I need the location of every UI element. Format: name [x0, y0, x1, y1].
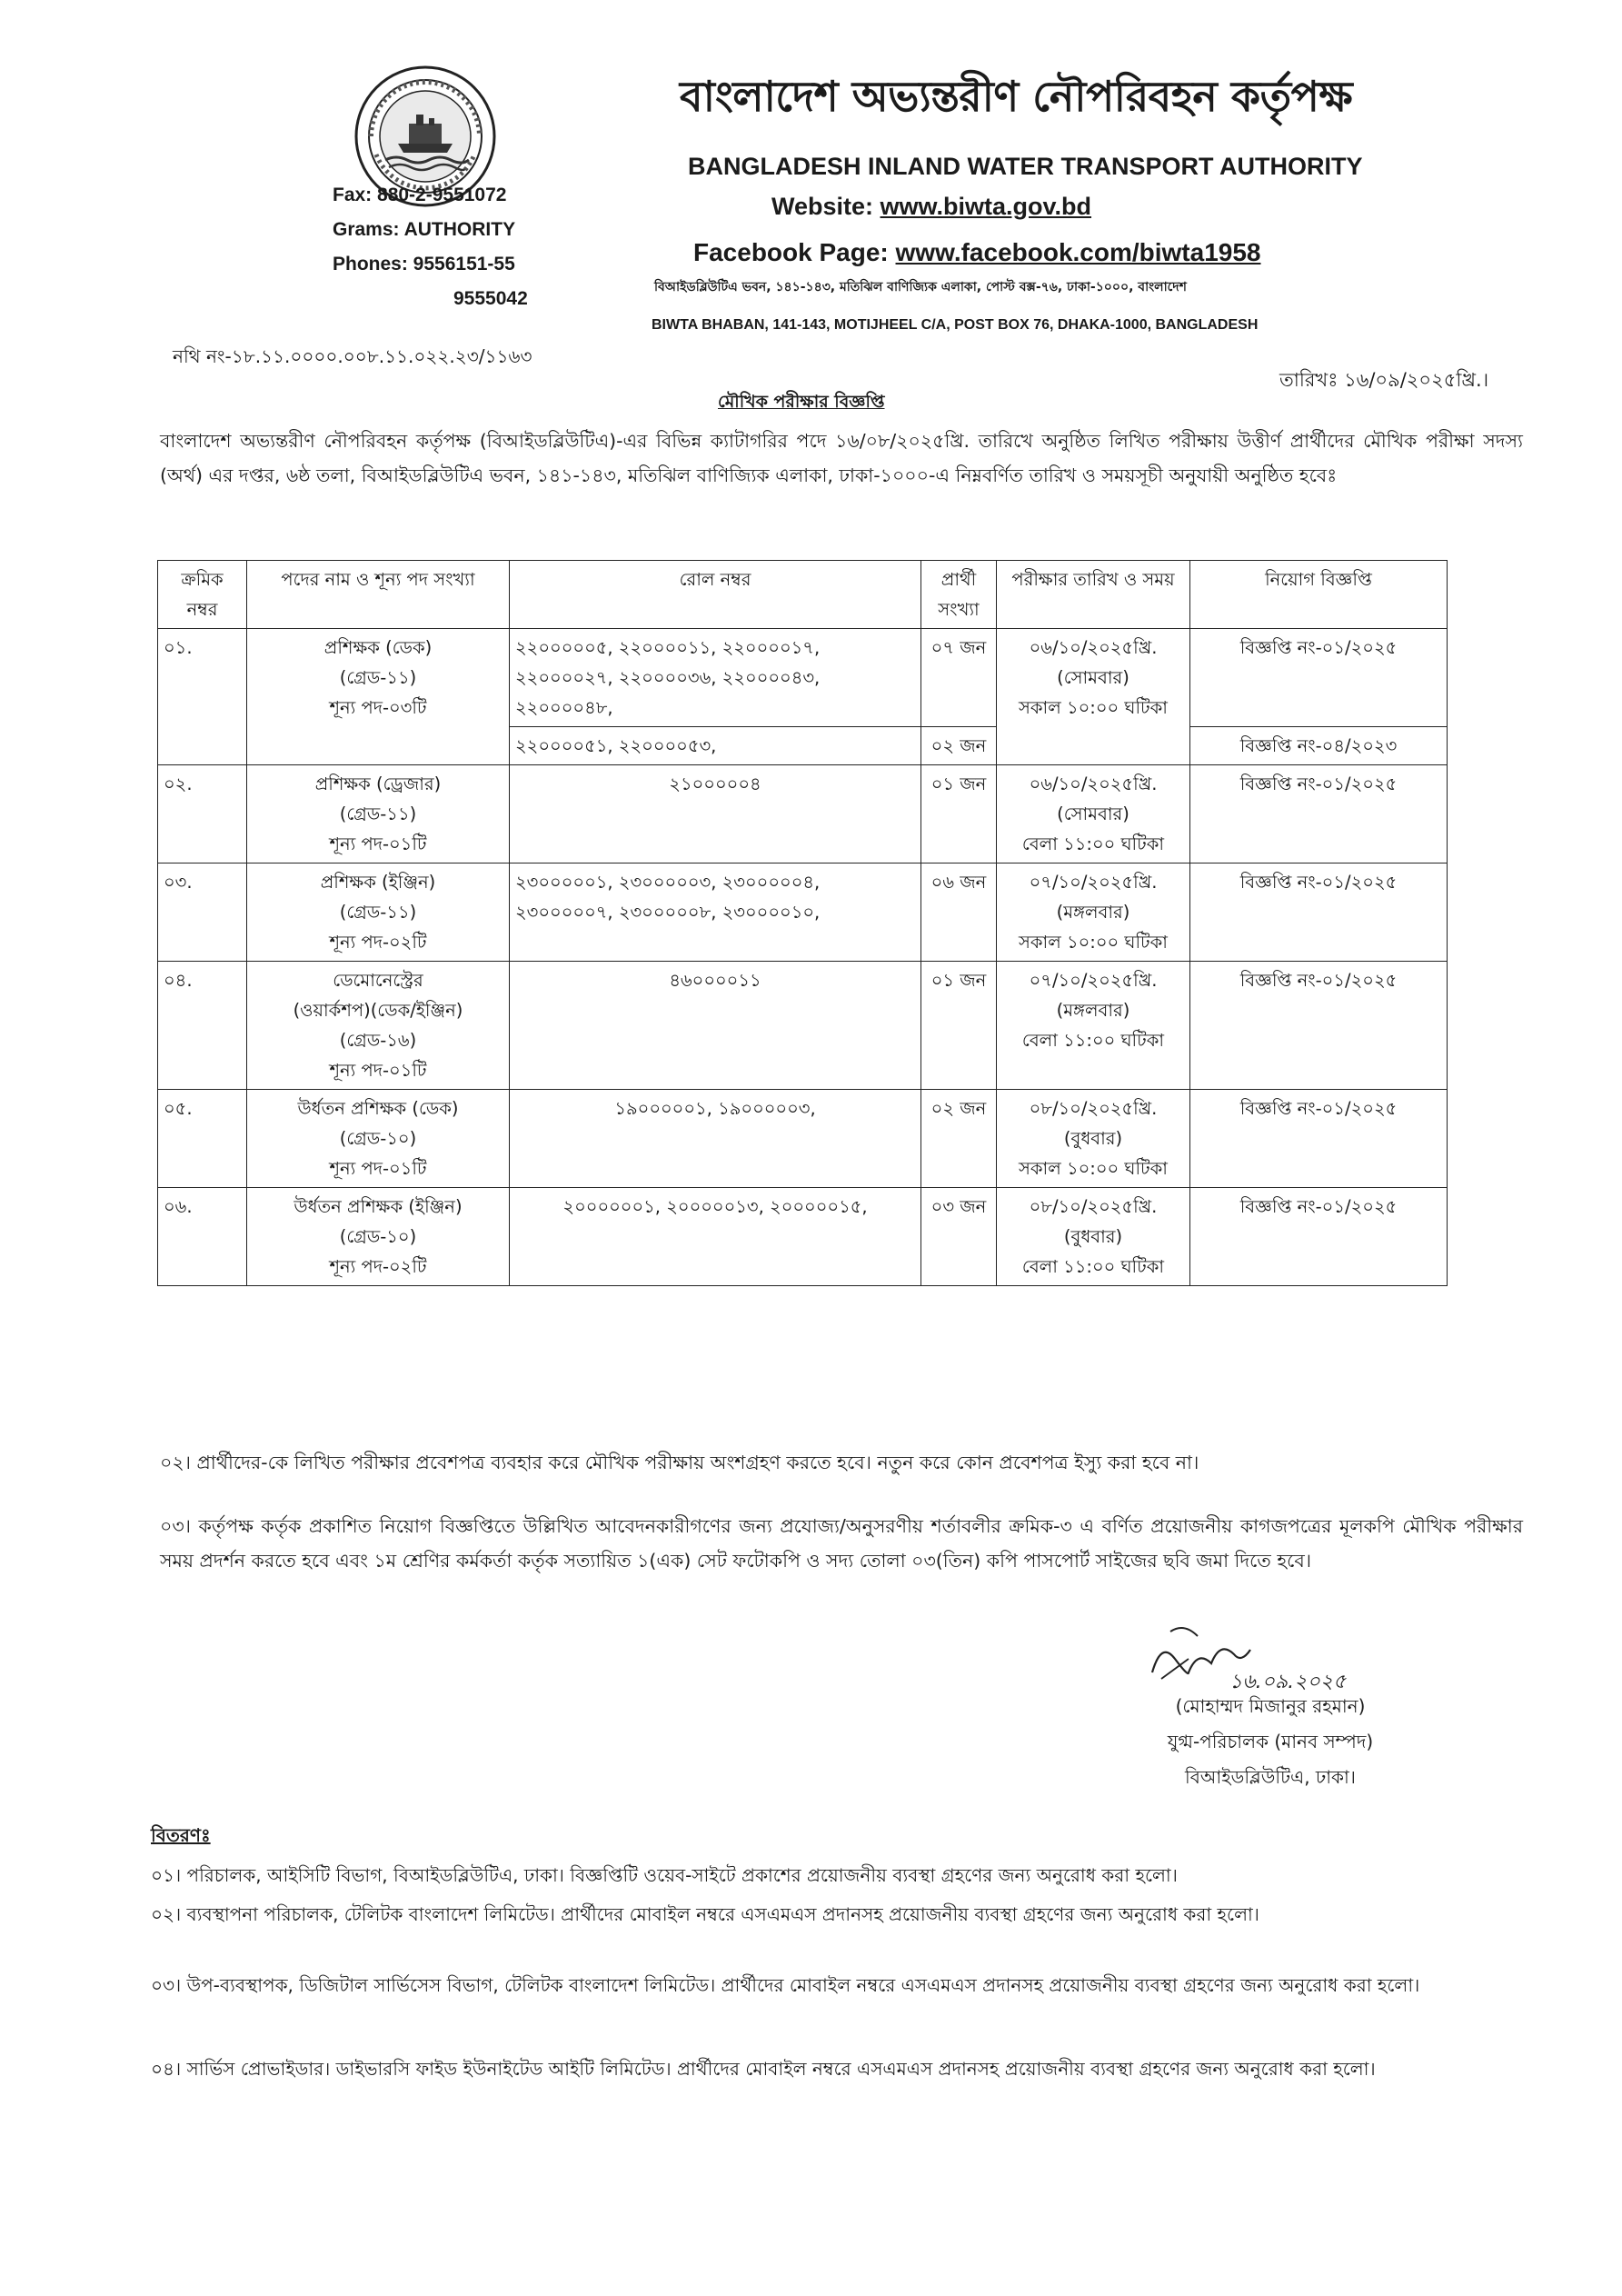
- fax: Fax: 880-2-9551072: [333, 185, 507, 205]
- cell-circular: বিজ্ঞপ্তি নং-০১/২০২৫: [1190, 863, 1448, 962]
- cell-serial: ০৬.: [158, 1188, 247, 1286]
- phones: Phones: 9556151-55: [333, 254, 515, 275]
- cell-roll: ২২০০০০৫১, ২২০০০০৫৩,: [510, 727, 921, 765]
- distribution-item: ০৪। সার্ভিস প্রোভাইডার। ডাইভারসি ফাইড ইউনাইটেড আইটি লিমিটেড। প্রার্থীদের মোবাইল নম্বরে এসএমএস প্রদানসহ প্রয়োজনীয় ব্যবস্থা গ্রহণের জন্য অনুরোধ করা হলো।: [151, 2058, 1376, 2080]
- header-roll: রোল নম্বর: [510, 561, 921, 629]
- cell-count: ০২ জন: [921, 727, 997, 765]
- exam-date: ০৭/১০/২০২৫খ্রি.: [1029, 970, 1158, 991]
- cell-count: ০১ জন: [921, 962, 997, 1090]
- post-vacancy: শূন্য পদ-০২টি: [329, 932, 427, 953]
- exam-day: (বুধবার): [1063, 1128, 1123, 1149]
- post-vacancy: শূন্য পদ-০১টি: [329, 1060, 427, 1081]
- post-name: প্রশিক্ষক (ইঞ্জিন): [320, 872, 436, 893]
- exam-day: (মঙ্গলবার): [1056, 1000, 1130, 1021]
- table-row: [158, 1188, 1448, 1286]
- cell-serial: ০১.: [158, 629, 247, 765]
- table-row: [158, 629, 1448, 727]
- reference-number: নথি নং-১৮.১১.০০০০.০০৮.১১.০২২.২৩/১১৬৩: [173, 345, 532, 367]
- notice-date: তারিখঃ ১৬/০৯/২০২৫খ্রি.।: [1279, 369, 1489, 391]
- post-vacancy: শূন্য পদ-০১টি: [329, 834, 427, 854]
- cell-datetime: [997, 863, 1190, 962]
- contact-info: [333, 178, 528, 316]
- post-name: উর্ধতন প্রশিক্ষক (ইঞ্জিন): [294, 1196, 463, 1217]
- table-row: [158, 765, 1448, 863]
- exam-day: (সোমবার): [1057, 804, 1129, 824]
- distribution-title: বিতরণঃ: [151, 1824, 211, 1846]
- cell-post: [247, 962, 510, 1090]
- cell-post: [247, 629, 510, 765]
- cell-count: ০১ জন: [921, 765, 997, 863]
- header-datetime: পরীক্ষার তারিখ ও সময়: [997, 561, 1190, 629]
- cell-count: ০৭ জন: [921, 629, 997, 727]
- exam-day: (সোমবার): [1057, 667, 1129, 688]
- post-grade: (গ্রেড-১১): [339, 804, 417, 824]
- intro-paragraph: বাংলাদেশ অভ্যন্তরীণ নৌপরিবহন কর্তৃপক্ষ (বিআইডব্লিউটিএ)-এর বিভিন্ন ক্যাটাগরির পদে ১৬/০৮/২০২৫খ্রি. তারিখে অনুষ্ঠিত লিখিত পরীক্ষায় উত্তীর্ণ প্রার্থীদের মৌখিক পরীক্ষা সদস্য (অর্থ) এর দপ্তর, ৬ষ্ঠ তলা, বিআইডব্লিউটিএ ভবন, ১৪১-১৪৩, মতিঝিল বাণিজ্যিক এলাকা, ঢাকা-১০০০-এ নিম্নবর্ণিত তারিখ ও সময়সূচী অনুযায়ী অনুষ্ঠিত হবেঃ: [160, 430, 1523, 486]
- exam-date: ০৬/১০/২০২৫খ্রি.: [1029, 774, 1158, 794]
- post-grade: (গ্রেড-১১): [339, 902, 417, 923]
- exam-day: (বুধবার): [1063, 1226, 1123, 1247]
- exam-time: বেলা ১১:০০ ঘটিকা: [1021, 1030, 1165, 1051]
- post-name: উর্ধতন প্রশিক্ষক (ডেক): [297, 1098, 459, 1119]
- cell-post: [247, 1090, 510, 1188]
- note-2: ০২। প্রার্থীদের-কে লিখিত পরীক্ষার প্রবেশপত্র ব্যবহার করে মৌখিক পরীক্ষায় অংশগ্রহণ করতে হবে। নতুন করে কোন প্রবেশপত্র ইস্যু করা হবে না।: [160, 1452, 1199, 1473]
- grams: Grams: AUTHORITY: [333, 219, 516, 240]
- post-grade: (গ্রেড-১০): [339, 1128, 417, 1149]
- cell-circular: বিজ্ঞপ্তি নং-০১/২০২৫: [1190, 1090, 1448, 1188]
- cell-serial: ০৫.: [158, 1090, 247, 1188]
- exam-date: ০৭/১০/২০২৫খ্রি.: [1029, 872, 1158, 893]
- cell-serial: ০৪.: [158, 962, 247, 1090]
- cell-datetime: [997, 765, 1190, 863]
- website-link[interactable]: www.biwta.gov.bd: [880, 193, 1092, 220]
- header-circular: নিয়োগ বিজ্ঞপ্তি: [1190, 561, 1448, 629]
- cell-circular: বিজ্ঞপ্তি নং-০১/২০২৫: [1190, 765, 1448, 863]
- table-row: [158, 1090, 1448, 1188]
- cell-circular: বিজ্ঞপ্তি নং-০১/২০২৫: [1190, 629, 1448, 727]
- post-vacancy: শূন্য পদ-০১টি: [329, 1158, 427, 1179]
- address-en: BIWTA BHABAN, 141-143, MOTIJHEEL C/A, POST BOX 76, DHAKA-1000, BANGLADESH: [652, 317, 1259, 333]
- exam-time: সকাল ১০:০০ ঘটিকা: [1019, 1158, 1168, 1179]
- distribution-item: ০৩। উপ-ব্যবস্থাপক, ডিজিটাল সার্ভিসেস বিভাগ, টেলিটক বাংলাদেশ লিমিটেড। প্রার্থীদের মোবাইল নম্বরে এসএমএস প্রদানসহ প্রয়োজনীয় ব্যবস্থা গ্রহণের জন্য অনুরোধ করা হলো।: [151, 1974, 1420, 1996]
- cell-circular: বিজ্ঞপ্তি নং-০৪/২০২৩: [1190, 727, 1448, 765]
- cell-datetime: [997, 1090, 1190, 1188]
- website-label: Website:: [771, 193, 881, 220]
- cell-roll: ১৯০০০০০১, ১৯০০০০০৩,: [510, 1090, 921, 1188]
- exam-day: (মঙ্গলবার): [1056, 902, 1130, 923]
- distribution-item: ০১। পরিচালক, আইসিটি বিভাগ, বিআইডব্লিউটিএ, ঢাকা। বিজ্ঞপ্তিটি ওয়েব-সাইটে প্রকাশের প্রয়োজনীয় ব্যবস্থা গ্রহণের জন্য অনুরোধ করা হলো।: [151, 1864, 1178, 1886]
- org-name-bn: বাংলাদেশ অভ্যন্তরীণ নৌপরিবহন কর্তৃপক্ষ: [680, 72, 1353, 121]
- cell-post: [247, 1188, 510, 1286]
- note-3: ০৩। কর্তৃপক্ষ কর্তৃক প্রকাশিত নিয়োগ বিজ্ঞপ্তিতে উল্লিখিত আবেদনকারীগণের জন্য প্রযোজ্য/অনুসরণীয় শর্তাবলীর ক্রমিক-৩ এ বর্ণিত প্রয়োজনীয় কাগজপত্রের মূলকপি মৌখিক পরীক্ষার সময় প্রদর্শন করতে হবে এবং ১ম শ্রেণির কর্মকর্তা কর্তৃক সত্যায়িত ১(এক) সেট ফটোকপি ও সদ্য তোলা ০৩(তিন) কপি পাসপোর্ট সাইজের ছবি জমা দিতে হবে।: [160, 1515, 1523, 1572]
- cell-datetime: [997, 962, 1190, 1090]
- address-bn: বিআইডব্লিউটিএ ভবন, ১৪১-১৪৩, মতিঝিল বাণিজ্যিক এলাকা, পোস্ট বক্স-৭৬, ঢাকা-১০০০, বাংলাদেশ: [654, 280, 1187, 294]
- table-header-row: [158, 561, 1448, 629]
- cell-roll: ২৩০০০০০১, ২৩০০০০০৩, ২৩০০০০০৪, ২৩০০০০০৭, ২৩০০০০০৮, ২৩০০০০১০,: [510, 863, 921, 962]
- cell-datetime: [997, 629, 1190, 765]
- header-candidates: প্রার্থী সংখ্যা: [921, 561, 997, 629]
- cell-roll: ২১০০০০০৪: [510, 765, 921, 863]
- signatory-designation: যুগ্ম-পরিচালক (মানব সম্পদ): [1167, 1731, 1374, 1752]
- exam-time: সকাল ১০:০০ ঘটিকা: [1019, 697, 1168, 718]
- schedule-table: [157, 560, 1448, 1286]
- facebook-line: [693, 238, 1261, 267]
- header-serial: ক্রমিক নম্বর: [158, 561, 247, 629]
- table-row: [158, 962, 1448, 1090]
- post-name: প্রশিক্ষক (ড্রেজার): [314, 774, 442, 794]
- cell-serial: ০৩.: [158, 863, 247, 962]
- exam-time: বেলা ১১:০০ ঘটিকা: [1021, 834, 1165, 854]
- cell-datetime: [997, 1188, 1190, 1286]
- cell-roll: ২০০০০০০১, ২০০০০০১৩, ২০০০০০১৫,: [510, 1188, 921, 1286]
- cell-count: ০৩ জন: [921, 1188, 997, 1286]
- exam-time: বেলা ১১:০০ ঘটিকা: [1021, 1256, 1165, 1277]
- signatory-name: (মোহাম্মদ মিজানুর রহমান): [1175, 1695, 1366, 1717]
- cell-count: ০২ জন: [921, 1090, 997, 1188]
- phones-extra: 9555042: [453, 288, 528, 309]
- cell-roll: ৪৬০০০০১১: [510, 962, 921, 1090]
- table-row: [158, 863, 1448, 962]
- distribution-item: ০২। ব্যবস্থাপনা পরিচালক, টেলিটক বাংলাদেশ লিমিটেড। প্রার্থীদের মোবাইল নম্বরে এসএমএস প্রদানসহ প্রয়োজনীয় ব্যবস্থা গ্রহণের জন্য অনুরোধ করা হলো।: [151, 1903, 1259, 1925]
- post-vacancy: শূন্য পদ-০৩টি: [329, 697, 427, 718]
- post-grade: (গ্রেড-১১): [339, 667, 417, 688]
- header-post: পদের নাম ও শূন্য পদ সংখ্যা: [247, 561, 510, 629]
- post-name-2: (ওয়ার্কশপ)(ডেক/ইঞ্জিন): [293, 1000, 463, 1021]
- exam-date: ০৬/১০/২০২৫খ্রি.: [1029, 637, 1158, 658]
- post-grade: (গ্রেড-১৬): [339, 1030, 417, 1051]
- signature-date: ১৬.০৯.২০২৫: [1229, 1671, 1347, 1693]
- cell-roll: ২২০০০০০৫, ২২০০০০১১, ২২০০০০১৭, ২২০০০০২৭, ২২০০০০৩৬, ২২০০০০৪৩, ২২০০০০৪৮,: [510, 629, 921, 727]
- facebook-label: Facebook Page:: [693, 238, 896, 266]
- exam-date: ০৮/১০/২০২৫খ্রি.: [1029, 1196, 1158, 1217]
- signatory-block: [1107, 1689, 1434, 1795]
- notice-title: মৌখিক পরীক্ষার বিজ্ঞপ্তি: [718, 392, 885, 412]
- exam-time: সকাল ১০:০০ ঘটিকা: [1019, 932, 1168, 953]
- post-vacancy: শূন্য পদ-০২টি: [329, 1256, 427, 1277]
- exam-date: ০৮/১০/২০২৫খ্রি.: [1029, 1098, 1158, 1119]
- post-name: প্রশিক্ষক (ডেক): [323, 637, 433, 658]
- website-line: [771, 193, 1091, 221]
- facebook-link[interactable]: www.facebook.com/biwta1958: [895, 238, 1261, 266]
- cell-post: [247, 863, 510, 962]
- org-name-en: BANGLADESH INLAND WATER TRANSPORT AUTHORITY: [688, 153, 1363, 180]
- cell-serial: ০২.: [158, 765, 247, 863]
- cell-circular: বিজ্ঞপ্তি নং-০১/২০২৫: [1190, 1188, 1448, 1286]
- cell-post: [247, 765, 510, 863]
- cell-count: ০৬ জন: [921, 863, 997, 962]
- signatory-office: বিআইডব্লিউটিএ, ঢাকা।: [1185, 1766, 1356, 1788]
- post-grade: (গ্রেড-১০): [339, 1226, 417, 1247]
- post-name: ডেমোনেস্ট্রের: [333, 970, 423, 991]
- cell-circular: বিজ্ঞপ্তি নং-০১/২০২৫: [1190, 962, 1448, 1090]
